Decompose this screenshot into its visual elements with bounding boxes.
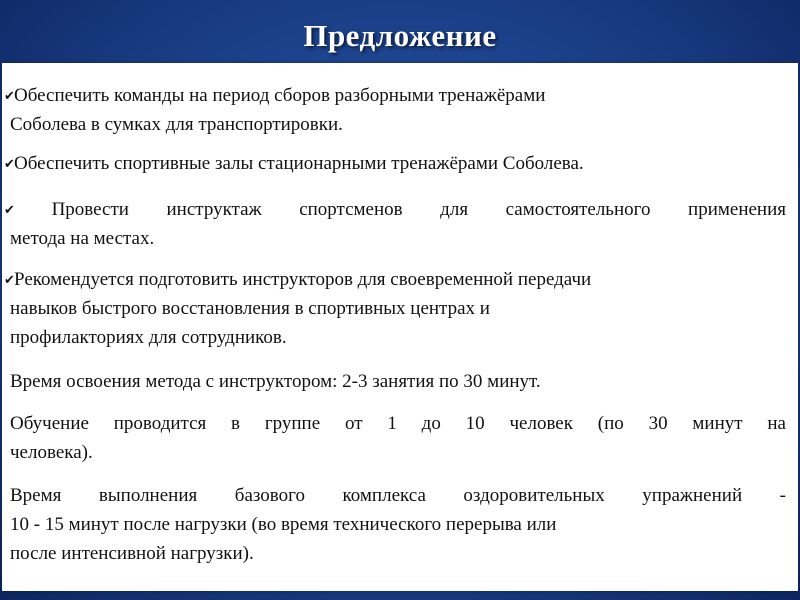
list-item [10,409,786,467]
item-line: Обеспечить спортивные залы стационарными тренажёрами Соболева. [14,153,584,174]
item-line: Соболева в сумках для транспортировки. [10,114,343,135]
item-line: навыков быстрого восстановления в спортивных центрах и [10,298,490,319]
checkmark-bullet-icon: ✔ [4,272,15,287]
slide-title: Предложение [303,18,497,53]
item-line: профилакториях для сотрудников. [10,327,287,348]
list-item [10,367,786,396]
checkmark-bullet-icon: ✔ [4,202,15,217]
item-line: Обучение проводится в группе от 1 до 10 человек (по 30 минут на [10,413,786,434]
item-line: Рекомендуется подготовить инструкторов для своевременной передачи [14,269,592,290]
list-item [10,481,786,568]
checkmark-bullet-icon: ✔ [4,88,15,103]
list-item [4,81,786,139]
item-line: 10 - 15 минут после нагрузки (во время технического перерыва или [10,514,557,535]
list-item [4,265,786,352]
list-item [4,195,786,253]
item-line: Время выполнения базового комплекса оздоровительных упражнений - [10,485,786,506]
item-line: метода на местах. [10,228,155,249]
item-line: человека). [10,442,93,463]
checkmark-bullet-icon: ✔ [4,156,15,171]
item-line: Провести инструктаж спортсменов для самостоятельного применения [14,199,786,220]
item-line: после интенсивной нагрузки). [10,543,254,564]
content-panel [2,63,798,591]
list-item [4,149,786,178]
item-line: Обеспечить команды на период сборов разборными тренажёрами [14,85,546,106]
item-line: Время освоения метода с инструктором: 2-3 занятия по 30 минут. [10,371,541,392]
